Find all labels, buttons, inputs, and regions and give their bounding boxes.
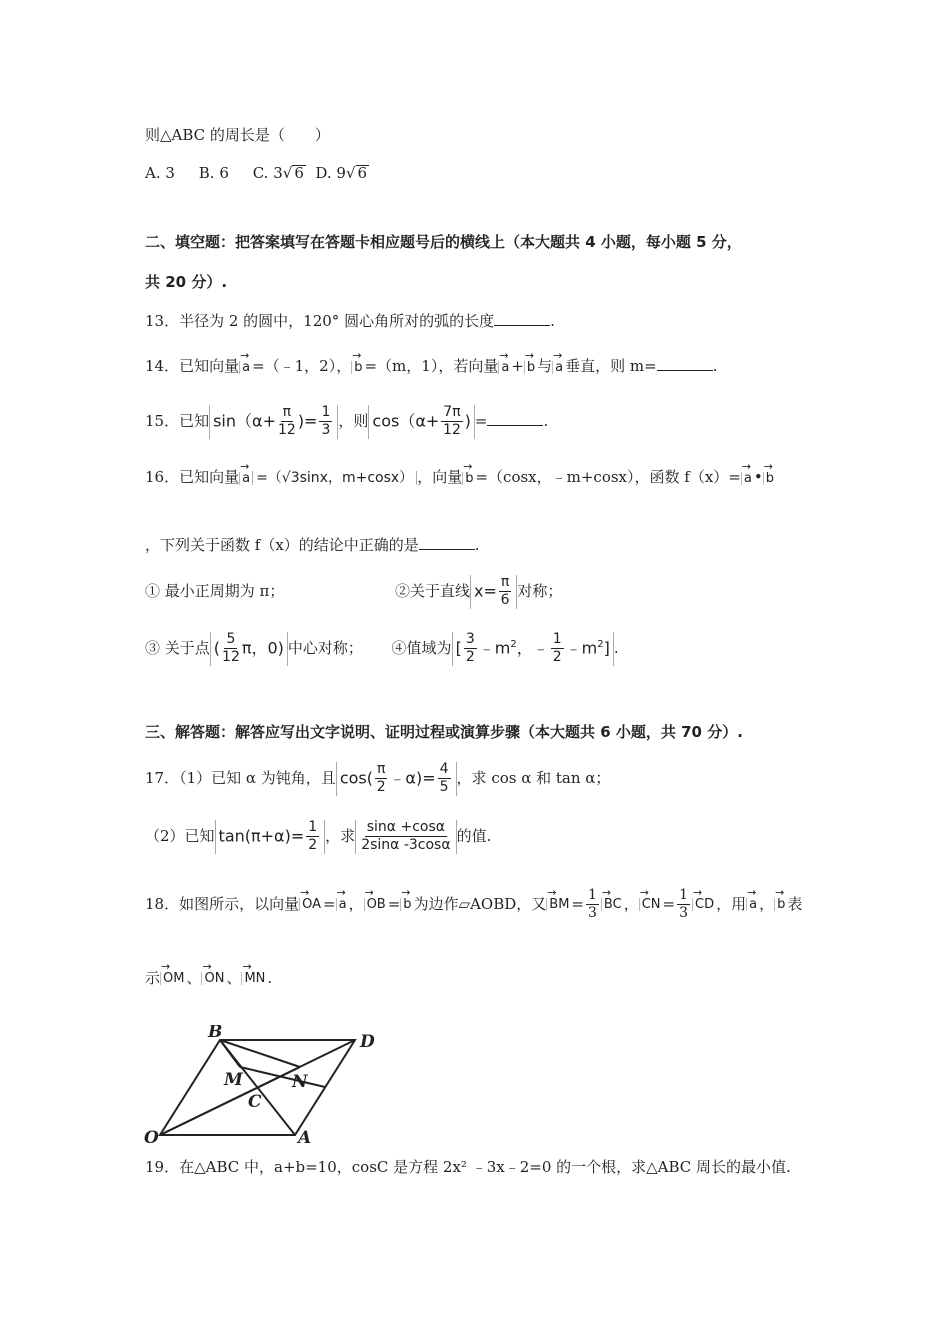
label-o: O bbox=[144, 1128, 159, 1148]
vector-b: → b bbox=[774, 898, 787, 911]
q12-tail: 则△ABC 的周长是（ ） bbox=[145, 126, 330, 144]
vector-a: → a bbox=[239, 472, 252, 485]
label-c: C bbox=[248, 1092, 262, 1112]
question-17-part2: （2）已知 tan(π+α)= $\frac{1}{2}$ ，求 $\frac{\sin\alpha +\cos\alpha}{2\sin\alpha -3\cos\alpha}$ 的值. bbox=[145, 819, 492, 854]
question-16-options-2: ③ 关于点 ( $\frac{5}{12}$ π，0) 中心对称； ④值域为 [ $\frac{3}{2}$ $﹣m^2$，﹣ $\frac{1}{2}$ $﹣m^2$] . bbox=[145, 631, 619, 666]
question-19: 19．在△ABC 中，a+b=10，cosC 是方程 2x² ﹣3x﹣2=0 的一个根，求△ABC 周长的最小值. bbox=[145, 1158, 791, 1176]
vector-cd: → CD bbox=[692, 898, 716, 911]
formula-sin: sin（α+ $\frac{\pi}{12}$ )= $\frac{1}{3}$ bbox=[209, 405, 338, 439]
question-14: 14．已知向量→ a =（﹣1，2），→ b =（m，1），若向量→ a +→ b 与→ a 垂直，则 m= . bbox=[145, 358, 717, 374]
section3-heading: 三、解答题：解答应写出文字说明、证明过程或演算步骤（本大题共 6 小题，共 70 分）. bbox=[145, 723, 743, 741]
answer-blank bbox=[494, 313, 550, 326]
label-n: N bbox=[292, 1072, 308, 1092]
vector-b: → b bbox=[763, 472, 776, 485]
answer-blank bbox=[657, 358, 713, 371]
vector-a: → a bbox=[498, 361, 511, 374]
formula-vector-a: =（√3sinx，m+cosx） bbox=[252, 471, 417, 485]
label-a: A bbox=[298, 1128, 312, 1148]
section2-heading-2: 共 20 分）. bbox=[145, 273, 228, 291]
question-18: 18．如图所示，以向量→ OA =→ a ，→ OB =→ b 为边作▱AOBD，又→ BM = $\frac{1}{3}$ → BC ，→ CN = $\frac{1}{3}$ → CD ，用→ a ，→ b 表 bbox=[145, 888, 802, 922]
vector-b: → b bbox=[400, 898, 413, 911]
option-d: D. 9√ 6 bbox=[315, 164, 368, 182]
formula-ratio: $\frac{\sin\alpha +\cos\alpha}{2\sin\alpha -3\cos\alpha}$ bbox=[355, 820, 456, 854]
formula-tan: tan(π+α)= $\frac{1}{2}$ bbox=[215, 820, 326, 854]
question-17-part1: 17．（1）已知 α 为钝角，且 cos( $\frac{\pi}{2}$ ﹣α)= $\frac{4}{5}$ ，求 cos α 和 tan α； bbox=[145, 761, 611, 796]
vector-a: → a bbox=[552, 361, 565, 374]
answer-blank bbox=[487, 413, 543, 426]
vector-b: → b bbox=[351, 361, 364, 374]
option-c: C. 3√ 6 bbox=[252, 164, 304, 182]
vector-bc: → BC bbox=[601, 898, 624, 911]
label-m: M bbox=[224, 1070, 243, 1090]
question-16: 16．已知向量→ a =（√3sinx，m+cosx） ，向量→ b =（cosx，﹣m+cosx），函数 f（x）=→ a •→ b bbox=[145, 470, 776, 485]
formula-cos: cos（α+ $\frac{7\pi}{12}$ ) bbox=[368, 405, 474, 439]
question-15: 15．已知 sin（α+ $\frac{\pi}{12}$ )= $\frac{1}{3}$ ，则 cos（α+ $\frac{7\pi}{12}$ ) = . bbox=[145, 404, 549, 439]
vector-oa: → OA bbox=[299, 898, 323, 911]
vector-b: → b bbox=[462, 472, 475, 485]
vector-a: → a bbox=[336, 898, 349, 911]
answer-blank bbox=[419, 537, 475, 550]
question-16-options-1: ① 最小正周期为 π； ②关于直线 x= $\frac{\pi}{6}$ 对称； bbox=[145, 574, 563, 609]
vector-a: → a bbox=[741, 472, 754, 485]
vector-b: → b bbox=[524, 361, 537, 374]
option-a: A. 3 bbox=[145, 164, 175, 182]
vector-om: → OM bbox=[160, 972, 186, 985]
label-d: D bbox=[360, 1032, 375, 1052]
vector-mn: → MN bbox=[241, 972, 267, 985]
formula-x-pi-6: x= $\frac{\pi}{6}$ bbox=[470, 575, 517, 609]
formula-range: [ $\frac{3}{2}$ $﹣m^2$，﹣ $\frac{1}{2}$ $﹣m^2$] bbox=[452, 632, 614, 666]
vector-cn: → CN bbox=[639, 898, 663, 911]
q12-options bbox=[145, 165, 369, 181]
question-13: 13．半径为 2 的圆中，120° 圆心角所对的弧的长度 . bbox=[145, 312, 555, 330]
formula-cos-17: cos( $\frac{\pi}{2}$ ﹣α)= $\frac{4}{5}$ bbox=[336, 762, 457, 796]
vector-bm: → BM bbox=[546, 898, 571, 911]
vector-on: → ON bbox=[201, 972, 226, 985]
section2-heading-1: 二、填空题：把答案填写在答题卡相应题号后的横线上（本大题共 4 小题，每小题 5 分， bbox=[145, 233, 742, 251]
question-16-line2: ，下列关于函数 f（x）的结论中正确的是 . bbox=[145, 536, 480, 554]
option-b: B. 6 bbox=[198, 164, 229, 182]
formula-point: ( $\frac{5}{12}$ π，0) bbox=[210, 632, 288, 666]
option-1: ① 最小正周期为 π； bbox=[145, 582, 285, 601]
vector-a: → a bbox=[239, 361, 252, 374]
vector-ob: → OB bbox=[364, 898, 388, 911]
question-18-line2: 示→ OM 、→ ON 、→ MN . bbox=[145, 970, 272, 986]
vector-a: → a bbox=[746, 898, 759, 911]
label-b: B bbox=[208, 1025, 223, 1042]
parallelogram-figure bbox=[140, 1025, 390, 1150]
